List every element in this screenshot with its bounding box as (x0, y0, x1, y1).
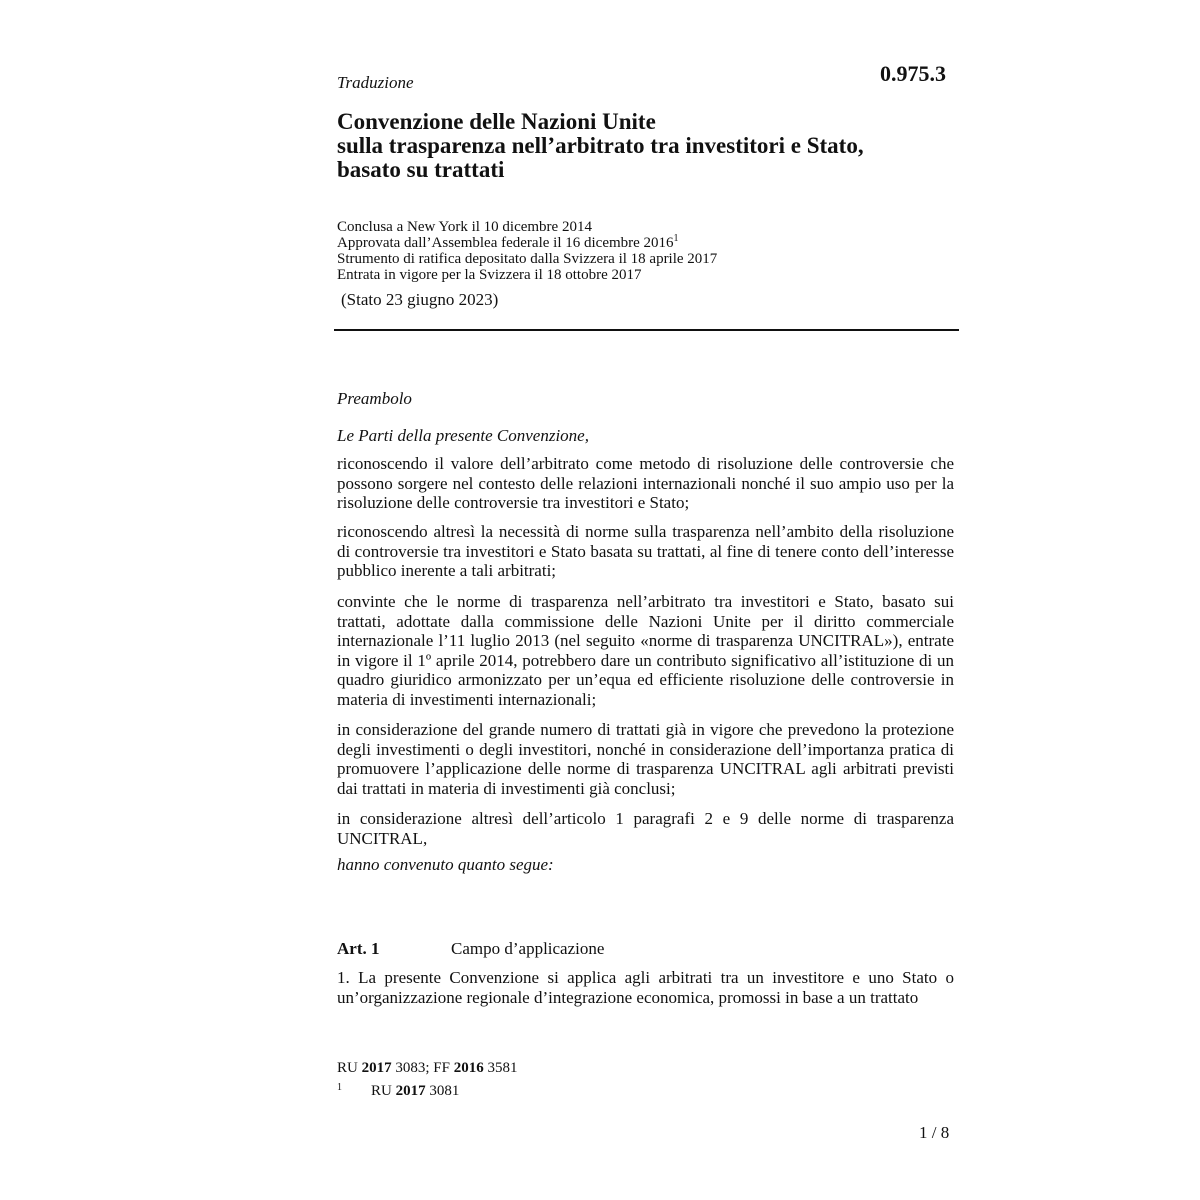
preamble-paragraph: riconoscendo il valore dell’arbitrato come metodo di risoluzione delle controversie che possono sorgere nel contesto delle relazioni internazionali nonché il suo ampio uso per la risoluzione delle controversie tra investitori e Stato; (337, 454, 954, 512)
ratification-date: Strumento di ratifica depositato dalla Svizzera il 18 aprile 2017 (337, 251, 718, 267)
header-divider (334, 329, 959, 331)
article-title: Campo d’applicazione (451, 939, 605, 958)
translation-label: Traduzione (337, 73, 414, 92)
footnote-number: 1 (337, 1082, 342, 1093)
preamble-paragraph: convinte che le norme di trasparenza nell’arbitrato tra investitori e Stato, basato sui trattati, adottate dalla commissione delle Nazioni Unite per il diritto commerciale internazionale l’11 luglio 2013 (nel seguito «norme di trasparenza UNCITRAL»), entrate in vigore il 1º aprile 2014, potrebbero dare un contributo significativo all’istituzione di un quadro giuridico armonizzato per un’equa ed efficiente risoluzione delle controversie in materia di investimenti internazionali; (337, 592, 954, 709)
preamble-closing: hanno convenuto quanto segue: (337, 855, 554, 874)
status-date: (Stato 23 giugno 2023) (341, 290, 499, 309)
title-line: sulla trasparenza nell’arbitrato tra investitori e Stato, (337, 133, 864, 158)
footnotes (337, 1058, 517, 1101)
sr-number: 0.975.3 (880, 61, 946, 86)
source-reference: RU 2017 3083; FF 2016 3581 (337, 1060, 518, 1076)
footnote-1: 1 RU 2017 3081 (337, 1078, 517, 1101)
article-paragraph: 1. La presente Convenzione si applica agli arbitrati tra un investitore e uno Stato o un’organizzazione regionale d’integrazione economica, promossi in base a un trattato (337, 968, 954, 1007)
preamble-paragraph: riconoscendo altresì la necessità di norme sulla trasparenza nell’ambito della risoluzione di controversie tra investitori e Stato basata su trattati, al fine di tenere conto dell’interesse pubblico inerente a tali arbitrati; (337, 522, 954, 580)
preamble-heading: Preambolo (337, 389, 412, 408)
approved-text: Approvata dall’Assemblea federale il 16 dicembre 2016 (337, 235, 674, 251)
concluded-date: Conclusa a New York il 10 dicembre 2014 (337, 219, 592, 235)
document-metadata (337, 219, 717, 283)
preamble-parties: Le Parti della presente Convenzione, (337, 426, 589, 445)
preamble-paragraph: in considerazione altresì dell’articolo 1 paragrafi 2 e 9 delle norme di trasparenza UNCITRAL, (337, 809, 954, 848)
title-line: Convenzione delle Nazioni Unite (337, 109, 656, 134)
page-number: 1 / 8 (919, 1123, 950, 1142)
entry-into-force-date: Entrata in vigore per la Svizzera il 18 ottobre 2017 (337, 267, 642, 283)
preamble-paragraph: in considerazione del grande numero di trattati già in vigore che prevedono la protezione degli investimenti o degli investitori, nonché in considerazione dell’importanza pratica di promuovere l’applicazione delle norme di trasparenza UNCITRAL agli arbitrati previsti dai trattati in materia di investimenti già conclusi; (337, 720, 954, 798)
document-title (337, 110, 957, 182)
article-number: Art. 1 (337, 939, 380, 958)
footnote-ref[interactable]: 1 (673, 233, 679, 244)
title-line: basato su trattati (337, 157, 505, 182)
approved-date (337, 235, 717, 251)
